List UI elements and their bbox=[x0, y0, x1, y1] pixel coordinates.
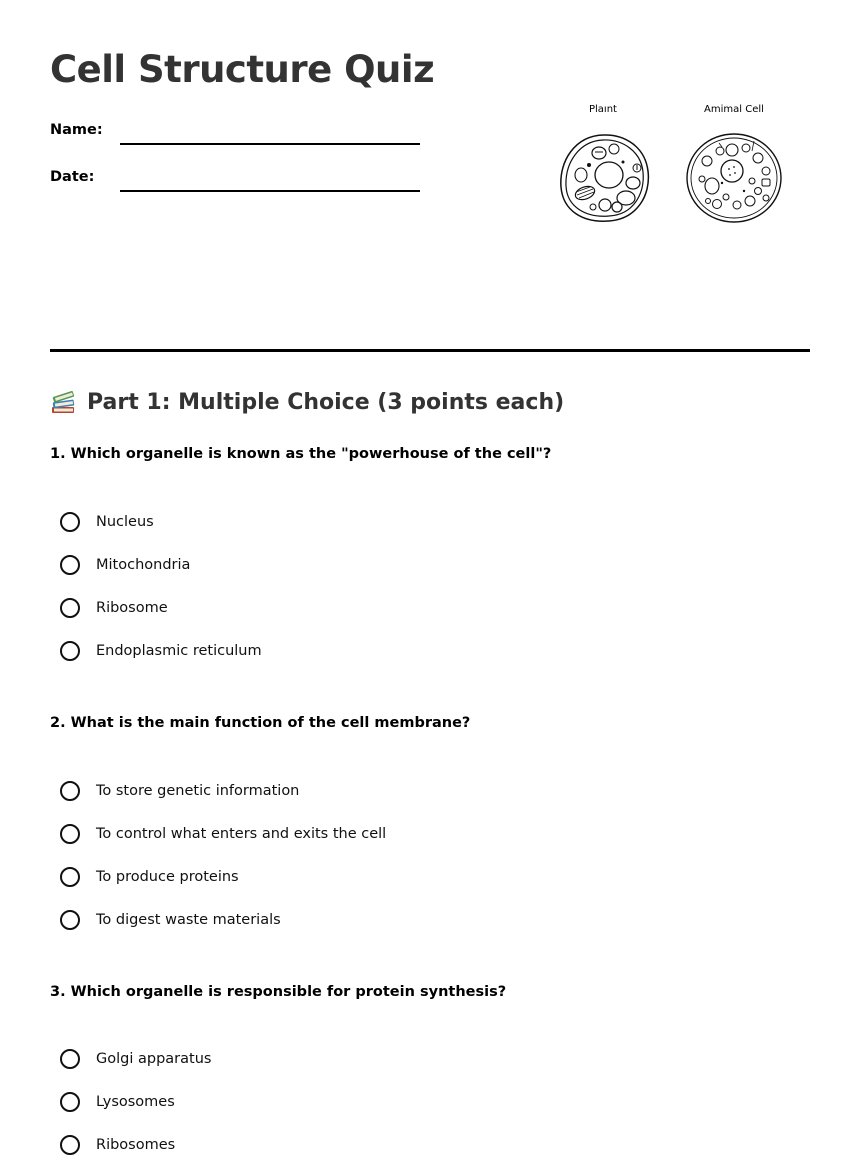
section-heading bbox=[50, 389, 564, 416]
section-heading-text: Part 1: Multiple Choice (3 points each) bbox=[87, 390, 565, 415]
radio-button[interactable] bbox=[60, 824, 80, 844]
q3-option-2[interactable] bbox=[60, 1089, 175, 1115]
name-label: Name: bbox=[50, 122, 103, 138]
radio-button[interactable] bbox=[60, 598, 80, 618]
radio-button[interactable] bbox=[60, 512, 80, 532]
radio-button[interactable] bbox=[60, 867, 80, 887]
radio-button[interactable] bbox=[60, 1135, 80, 1155]
option-label: Mitochondria bbox=[96, 557, 191, 573]
books-icon bbox=[50, 389, 77, 416]
q1-option-4[interactable] bbox=[60, 638, 262, 664]
q1-option-1[interactable] bbox=[60, 509, 154, 535]
option-label: Nucleus bbox=[96, 514, 154, 530]
section-divider bbox=[50, 349, 810, 352]
animal-cell-illustration bbox=[684, 131, 784, 225]
q2-option-1[interactable] bbox=[60, 778, 299, 804]
option-label: Ribosomes bbox=[96, 1137, 176, 1153]
q3-option-3[interactable] bbox=[60, 1132, 175, 1158]
radio-button[interactable] bbox=[60, 1092, 80, 1112]
date-label: Date: bbox=[50, 169, 95, 185]
question-3-text: 3. Which organelle is responsible for protein synthesis? bbox=[50, 984, 507, 1000]
q2-option-2[interactable] bbox=[60, 821, 386, 847]
option-label: To store genetic information bbox=[96, 783, 300, 799]
page-title: Cell Structure Quiz bbox=[50, 48, 435, 91]
radio-button[interactable] bbox=[60, 910, 80, 930]
question-1-text: 1. Which organelle is known as the "powerhouse of the cell"? bbox=[50, 446, 552, 462]
option-label: Golgi apparatus bbox=[96, 1051, 212, 1067]
option-label: Endoplasmic reticulum bbox=[96, 643, 262, 659]
plant-cell-figure bbox=[548, 104, 658, 230]
radio-button[interactable] bbox=[60, 1049, 80, 1069]
q2-option-3[interactable] bbox=[60, 864, 239, 890]
question-2-text: 2. What is the main function of the cell membrane? bbox=[50, 715, 471, 731]
name-field[interactable] bbox=[120, 143, 420, 145]
q2-option-4[interactable] bbox=[60, 907, 281, 933]
option-label: To control what enters and exits the cell bbox=[96, 826, 387, 842]
q1-option-2[interactable] bbox=[60, 552, 190, 578]
radio-button[interactable] bbox=[60, 555, 80, 575]
radio-button[interactable] bbox=[60, 781, 80, 801]
option-label: Ribosome bbox=[96, 600, 168, 616]
date-field[interactable] bbox=[120, 190, 420, 192]
animal-cell-caption: Amimal Cell bbox=[704, 104, 764, 115]
radio-button[interactable] bbox=[60, 641, 80, 661]
q3-option-1[interactable] bbox=[60, 1046, 211, 1072]
q1-option-3[interactable] bbox=[60, 595, 168, 621]
animal-cell-figure bbox=[679, 104, 789, 230]
option-label: Lysosomes bbox=[96, 1094, 175, 1110]
plant-cell-illustration bbox=[553, 131, 653, 225]
option-label: To digest waste materials bbox=[96, 912, 281, 928]
plant-cell-caption: Plaınt bbox=[589, 104, 617, 115]
option-label: To produce proteins bbox=[96, 869, 239, 885]
